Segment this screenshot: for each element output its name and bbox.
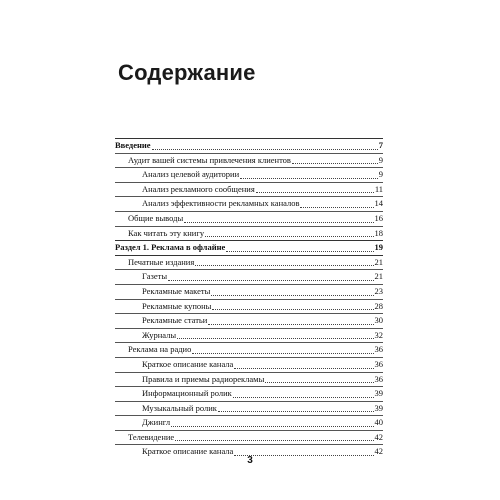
toc-entry	[115, 313, 383, 328]
toc-entry-label: Рекламные статьи	[142, 315, 208, 326]
toc-entry-label: Анализ эффективности рекламных каналов	[142, 198, 300, 209]
toc-entry-label: Правила и приемы радиорекламы	[142, 373, 265, 384]
toc-entry-label: Раздел 1. Реклама в офлайне	[115, 242, 226, 253]
dot-leader	[233, 396, 374, 398]
toc-entry	[115, 138, 383, 153]
toc-entry	[115, 196, 383, 211]
toc-entry-page: 42	[374, 431, 383, 442]
toc-entry	[115, 372, 383, 387]
toc-entry-page: 9	[378, 154, 383, 165]
toc-entry	[115, 284, 383, 299]
dot-leader	[205, 235, 373, 237]
toc-entry-page: 36	[374, 373, 383, 384]
toc-entry-page: 19	[374, 242, 383, 253]
toc-entry	[115, 386, 383, 401]
dot-leader	[292, 162, 378, 164]
page-title: Содержание	[118, 60, 256, 85]
toc-entry-page: 36	[374, 358, 383, 369]
dot-leader	[211, 294, 373, 296]
toc-entry-label: Общие выводы	[128, 212, 184, 223]
toc-entry-page: 18	[374, 227, 383, 238]
toc-entry	[115, 342, 383, 357]
toc-entry	[115, 299, 383, 314]
dot-leader	[192, 352, 373, 354]
toc-entry	[115, 401, 383, 416]
dot-leader	[218, 410, 374, 412]
toc-entry-label: Печатные издания	[128, 256, 195, 267]
dot-leader	[256, 191, 374, 193]
toc-entry-page: 23	[374, 285, 383, 296]
toc-entry-label: Анализ целевой аудитории	[142, 169, 240, 180]
toc-entry-label: Краткое описание канала	[142, 358, 234, 369]
toc-entry-label: Введение	[115, 140, 151, 150]
dot-leader	[195, 264, 373, 266]
dot-leader	[212, 308, 373, 310]
toc-entry-page: 11	[374, 183, 383, 194]
toc-entry-page: 39	[374, 402, 383, 413]
toc-entry	[115, 328, 383, 343]
dot-leader	[171, 425, 373, 427]
toc-entry-label: Реклама на радио	[128, 344, 192, 355]
toc-entry-page: 7	[378, 140, 383, 150]
toc-entry	[115, 415, 383, 430]
toc-entry-page: 14	[374, 198, 383, 209]
dot-leader	[265, 381, 373, 383]
toc-entry-label: Рекламные макеты	[142, 285, 211, 296]
toc-entry	[115, 153, 383, 168]
dot-leader	[175, 439, 373, 441]
dot-leader	[177, 337, 373, 339]
toc-entry-label: Краткое описание канала	[142, 446, 234, 457]
dot-leader	[240, 177, 378, 179]
toc-entry-label: Газеты	[142, 271, 168, 282]
page-number: 3	[247, 455, 253, 466]
toc-entry-page: 30	[374, 315, 383, 326]
dot-leader	[168, 279, 373, 281]
toc-entry-label: Джингл	[142, 417, 171, 428]
toc-entry-label: Телевидение	[128, 431, 175, 442]
toc-entry-page: 36	[374, 344, 383, 355]
table-of-contents	[115, 138, 383, 459]
toc-entry-page: 21	[374, 256, 383, 267]
toc-entry-label: Анализ рекламного сообщения	[142, 183, 255, 194]
toc-entry-label: Музыкальный ролик	[142, 402, 217, 413]
toc-entry	[115, 182, 383, 197]
toc-entry-page: 42	[374, 446, 383, 457]
toc-entry-page: 16	[374, 212, 383, 223]
toc-entry	[115, 211, 383, 226]
toc-entry	[115, 240, 383, 255]
toc-entry-page: 32	[374, 329, 383, 340]
dot-leader	[226, 250, 373, 252]
dot-leader	[208, 323, 373, 325]
toc-entry	[115, 167, 383, 182]
toc-entry-label: Аудит вашей системы привлечения клиентов	[128, 154, 291, 165]
toc-entry-page: 40	[374, 417, 383, 428]
toc-entry-page: 39	[374, 388, 383, 399]
toc-entry-page: 21	[374, 271, 383, 282]
dot-leader	[300, 206, 373, 208]
toc-entry	[115, 226, 383, 241]
toc-entry	[115, 357, 383, 372]
toc-entry-page: 9	[378, 169, 383, 180]
toc-entry-label: Информационный ролик	[142, 388, 232, 399]
dot-leader	[152, 148, 378, 150]
toc-entry-page: 28	[374, 300, 383, 311]
toc-entry-label: Как читать эту книгу	[128, 227, 205, 238]
toc-entry	[115, 255, 383, 270]
toc-entry	[115, 430, 383, 445]
dot-leader	[184, 221, 373, 223]
toc-entry-label: Рекламные купоны	[142, 300, 212, 311]
toc-entry	[115, 269, 383, 284]
toc-entry-label: Журналы	[142, 329, 177, 340]
dot-leader	[234, 367, 373, 369]
